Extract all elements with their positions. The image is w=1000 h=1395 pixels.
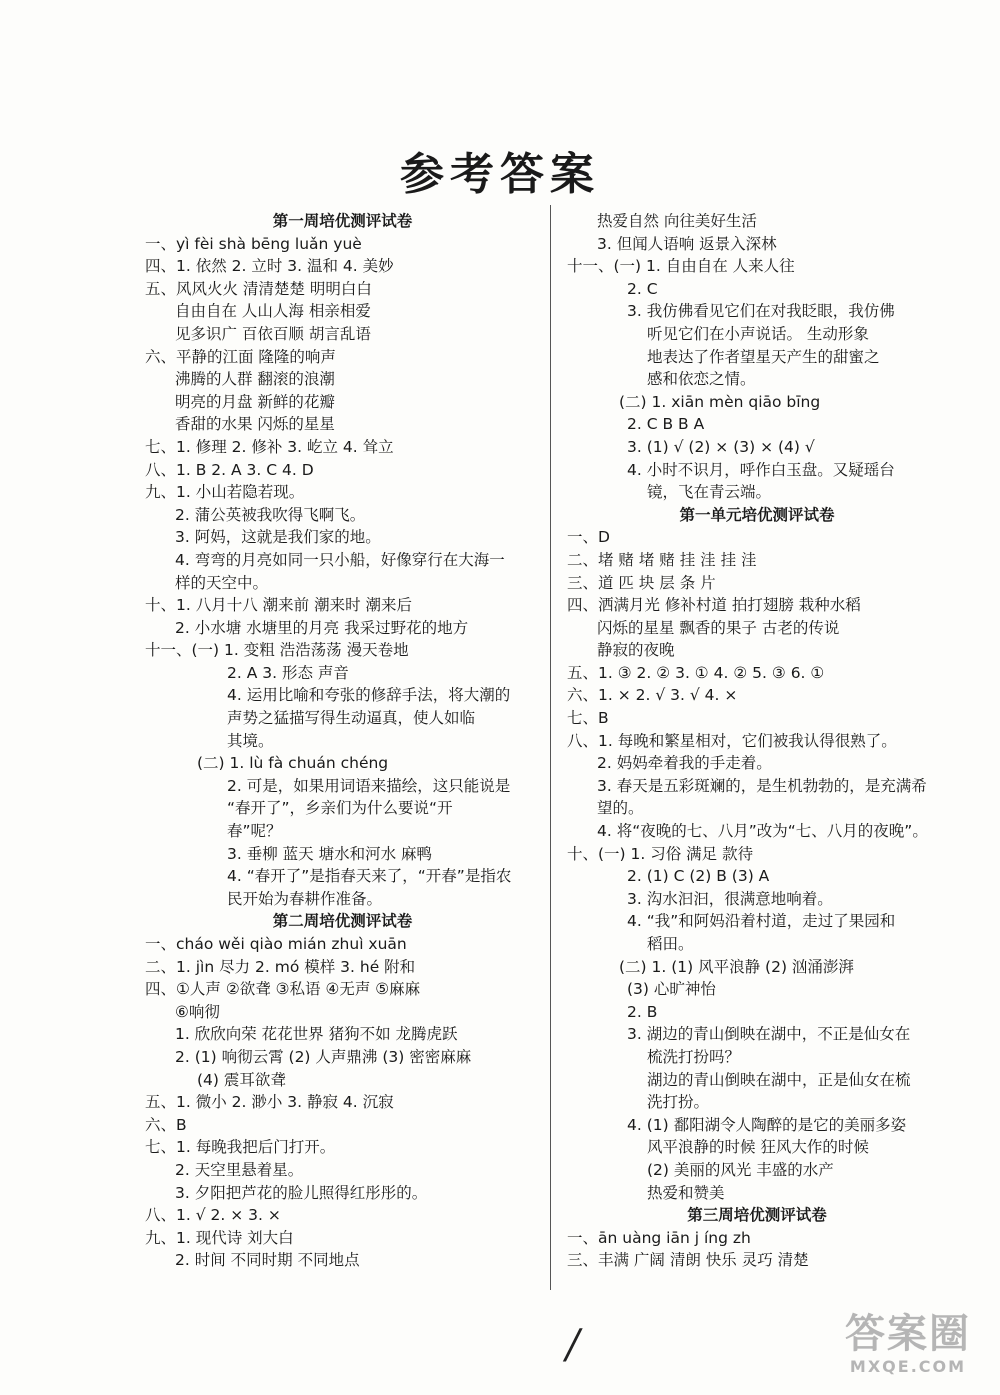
answer-line: 3. 春天是五彩斑斓的，是生机勃勃的，是充满希 (597, 776, 927, 795)
answer-line: “春开了”，乡亲们为什么要说“开 (227, 799, 453, 818)
answer-line: 自由自在 人山人海 相亲相爱 (175, 302, 371, 321)
answer-line: 3. 阿妈，这就是我们家的地。 (175, 528, 381, 547)
answer-line: 八、1. √ 2. × 3. × (145, 1206, 281, 1225)
answer-line: 2. C B B A (627, 415, 705, 434)
answer-line: (二) 1. (1) 风平浪静 (2) 汹涌澎湃 (619, 957, 854, 976)
answer-line: 一、cháo wěi qiào mián zhuì xuān (145, 935, 407, 953)
answer-line: 4. “我”和阿妈沿着村道，走过了果园和 (627, 912, 896, 931)
answer-line: 二、堵 赌 堵 赌 挂 洼 挂 洼 (567, 550, 757, 569)
answer-line: 3. 湖边的青山倒映在湖中，不正是仙女在 (627, 1025, 911, 1044)
answer-line: 七、B (567, 709, 609, 728)
answer-line: 五、1. ③ 2. ② 3. ① 4. ② 5. ③ 6. ① (567, 663, 825, 682)
answer-line: 七、1. 每晚我把后门打开。 (145, 1138, 336, 1157)
answer-line: 九、1. 现代诗 刘大白 (145, 1228, 294, 1247)
answer-line: 2. A 3. 形态 声音 (227, 663, 349, 682)
answer-line: 4. 将“夜晚的七、八月”改为“七、八月的夜晚”。 (597, 822, 928, 841)
watermark-logo (838, 1311, 978, 1381)
answer-line: 五、1. 微小 2. 渺小 3. 静寂 4. 沉寂 (145, 1093, 394, 1112)
answer-line: 四、①人声 ②欲聋 ③私语 ④无声 ⑤麻麻 (145, 980, 421, 999)
watermark-text: 答案圈 (845, 1311, 971, 1357)
answer-line: (4) 震耳欲聋 (197, 1070, 286, 1089)
answer-line: 八、1. B 2. A 3. C 4. D (145, 460, 314, 479)
answer-line: (二) 1. lù fà chuán chéng (197, 754, 389, 773)
section-heading: 第三周培优测评试卷 (687, 1206, 827, 1225)
page-title: 参考答案 (400, 149, 600, 200)
answer-line: (3) 心旷神怡 (627, 980, 716, 999)
answer-line: 2. C (627, 279, 658, 298)
answer-line: 七、1. 修理 2. 修补 3. 屹立 4. 耸立 (145, 437, 394, 456)
answer-line: 闪烁的星星 飘香的果子 古老的传说 (597, 618, 840, 637)
answer-line: 2. 天空里悬着星。 (175, 1160, 304, 1179)
answer-line: 明亮的月盘 新鲜的花瓣 (175, 392, 335, 411)
answer-line: (2) 美丽的风光 丰盛的水产 (647, 1160, 834, 1179)
answer-line: 一、yì fèi shà bēng luǎn yuè (145, 234, 362, 253)
answer-line: 1. 欣欣向荣 花花世界 猪狗不如 龙腾虎跃 (175, 1025, 458, 1044)
answer-line: 梳洗打扮吗？ (647, 1047, 741, 1066)
answer-line: 四、1. 依然 2. 立时 3. 温和 4. 美妙 (145, 257, 394, 276)
answer-line: 五、风风火火 清清楚楚 明明白白 (145, 279, 372, 298)
answer-line: 稻田。 (647, 935, 694, 953)
answer-line: 2. 小水塘 水塘里的月亮 我采过野花的地方 (175, 618, 469, 637)
answer-line: 其境。 (227, 731, 274, 750)
answer-line: 镜，飞在青云端。 (647, 483, 772, 502)
answer-line: 声势之猛描写得生动逼真，使人如临 (227, 709, 476, 728)
answer-line: 三、丰满 广阔 清朗 快乐 灵巧 清楚 (567, 1251, 809, 1270)
answer-line: 热爱自然 向往美好生活 (597, 212, 757, 230)
answer-line: 3. 我仿佛看见它们在对我眨眼，我仿佛 (627, 302, 895, 321)
answer-line: 十一、(一) 1. 自由自在 人来人往 (567, 257, 795, 276)
answer-line: 一、ān uàng iān j íng zh (567, 1228, 751, 1247)
answer-line: 九、1. 小山若隐若现。 (145, 483, 305, 502)
answer-line: (二) 1. xiān mèn qiāo bīng (619, 392, 821, 411)
answer-line: 4. “春开了”是指春天来了，“开春”是指农 (227, 867, 512, 886)
answer-line: 望的。 (597, 799, 644, 818)
answer-line: 六、B (145, 1115, 187, 1134)
answer-column-right (567, 210, 947, 1272)
answer-line: 春”呢？ (227, 822, 282, 841)
watermark-site: MXQE.COM (849, 1357, 967, 1376)
column-divider (550, 205, 551, 1290)
answer-line: 3. 沟水汩汩，很满意地响着。 (627, 889, 833, 908)
answer-line: 2. B (627, 1002, 658, 1021)
section-heading: 第一单元培优测评试卷 (679, 505, 835, 524)
answer-line: 十、1. 八月十八 潮来前 潮来时 潮来后 (145, 596, 412, 615)
answer-line: 十、(一) 1. 习俗 满足 款待 (567, 844, 754, 863)
answer-line: 3. 夕阳把芦花的脸儿照得红彤彤的。 (175, 1183, 428, 1202)
answer-line: 热爱和赞美 (647, 1183, 725, 1202)
answer-line: 3. 但闻人语响 返景入深林 (597, 234, 777, 253)
answer-line: 2. 时间 不同时期 不同地点 (175, 1251, 360, 1270)
answer-line: 地表达了作者望星天产生的甜蜜之 (647, 347, 880, 366)
answer-line: 4. 运用比喻和夸张的修辞手法，将大潮的 (227, 686, 511, 705)
answer-line: 2. (1) C (2) B (3) A (627, 867, 770, 886)
answer-line: 样的天空中。 (175, 573, 269, 592)
answer-line: 3. 垂柳 蓝天 塘水和河水 麻鸭 (227, 844, 432, 863)
answer-line: 二、1. jìn 尽力 2. mó 模样 3. hé 附和 (145, 957, 416, 976)
answer-line: 一、D (567, 528, 610, 547)
answer-line: 六、平静的江面 隆隆的响声 (145, 347, 336, 366)
answer-line: 4. 弯弯的月亮如同一只小船，好像穿行在大海一 (175, 550, 505, 569)
answer-line: 2. (1) 响彻云霄 (2) 人声鼎沸 (3) 密密麻麻 (175, 1047, 472, 1066)
answer-line: 香甜的水果 闪烁的星星 (175, 415, 335, 434)
section-heading: 第一周培优测评试卷 (272, 212, 413, 230)
answer-line: 2. 蒲公英被我吹得飞啊飞。 (175, 505, 366, 524)
answer-column-left (145, 210, 540, 1272)
answer-line: 十一、(一) 1. 变粗 浩浩荡荡 漫天卷地 (145, 641, 409, 660)
answer-line: 感和依恋之情。 (647, 370, 756, 389)
answer-line: 六、1. × 2. √ 3. √ 4. × (567, 686, 738, 705)
answer-line: 4. (1) 鄱阳湖令人陶醉的是它的美丽多姿 (627, 1115, 907, 1134)
answer-line: 湖边的青山倒映在湖中，正是仙女在梳 (647, 1070, 911, 1089)
answer-line: 八、1. 每晚和繁星相对，它们被我认得很熟了。 (567, 731, 897, 750)
section-heading: 第二周培优测评试卷 (272, 912, 413, 931)
answer-line: 民开始为春耕作准备。 (227, 889, 383, 908)
answer-line: 沸腾的人群 翻滚的浪潮 (175, 370, 335, 389)
answer-line: 静寂的夜晚 (597, 641, 675, 660)
answer-line: ⑥响彻 (175, 1002, 220, 1021)
answer-line: 4. 小时不识月，呼作白玉盘。又疑瑶台 (627, 460, 895, 479)
answer-line: 洗打扮。 (647, 1093, 710, 1112)
answer-line: 听见它们在小声说话。 生动形象 (647, 324, 869, 343)
answer-line: 风平浪静的时候 狂风大作的时候 (647, 1138, 869, 1157)
answer-line: 三、道 匹 块 层 条 片 (567, 573, 716, 592)
answer-line: 2. 妈妈牵着我的手走着。 (597, 754, 772, 773)
page-mark: / (566, 1322, 580, 1368)
answer-line: 3. (1) √ (2) × (3) × (4) √ (627, 437, 815, 456)
answer-line: 见多识广 百依百顺 胡言乱语 (175, 324, 371, 343)
answer-line: 四、洒满月光 修补村道 拍打翅膀 栽种水稻 (567, 596, 861, 615)
answer-line: 2. 可是，如果用词语来描绘，这只能说是 (227, 776, 511, 795)
